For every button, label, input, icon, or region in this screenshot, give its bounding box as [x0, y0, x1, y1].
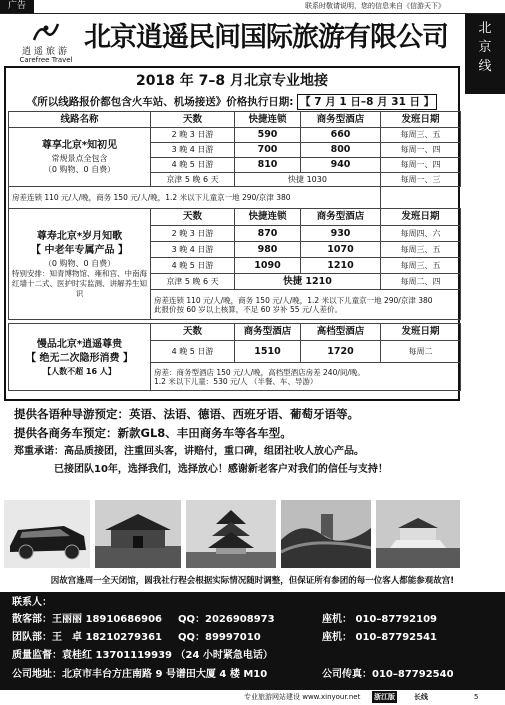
- top-note: 联系时敬请说明，您的信息来自《信游天下》: [305, 2, 445, 10]
- page-number: 5: [474, 693, 479, 701]
- price-cell: 870: [235, 226, 301, 242]
- price-cell: 810: [235, 158, 301, 173]
- days-cell: 4 晚 5 日游: [151, 158, 235, 173]
- table-header: 快捷连锁: [235, 112, 301, 128]
- footer-text: 专业旅游网站建设 www.xinyour.net: [244, 693, 361, 701]
- product-cell: [9, 209, 151, 320]
- top-bar: [0, 0, 505, 14]
- dates-cell: 每周一、四: [381, 143, 461, 158]
- product-name: 尊寿北京*岁月知歌: [36, 230, 123, 242]
- table-header: 天数: [151, 209, 235, 226]
- dates-cell: 每周四、六: [381, 226, 461, 242]
- contact-phone: 座机： 010–87792541: [322, 632, 438, 643]
- table-header: 快捷连锁: [235, 209, 301, 226]
- days-cell: 3 晚 4 日游: [151, 143, 235, 158]
- price-date-label: 《所以线路报价都包含火车站、机场接送》价格执行日期:: [26, 96, 294, 108]
- company-address: 公司地址：北京市丰台方庄南路 9 号谱田大厦 4 楼 M10: [12, 669, 268, 680]
- price-cell: 1090: [235, 258, 301, 274]
- contact-row: 团队部：王 卓 18210279361: [12, 632, 163, 643]
- days-cell: 4 晚 5 日游: [151, 258, 235, 274]
- dates-cell: 每周二: [381, 341, 461, 363]
- price-cell: 980: [235, 242, 301, 258]
- logo-text-cn: 逍遥旅游: [21, 47, 70, 57]
- temple-of-heaven-photo: [186, 500, 276, 568]
- price-cell: 快捷 1030: [235, 173, 381, 187]
- page-footer: [0, 690, 505, 705]
- dates-cell: 每周一、三: [381, 173, 461, 187]
- dates-cell: 每周三、五: [381, 242, 461, 258]
- price-date-range: 【 7 月 1 日–8 月 31 日 】: [297, 94, 437, 110]
- price-cell: 940: [301, 158, 381, 173]
- promo-line: 郑重承诺：高品质接团，注重回头客，讲赔付，重口碑，组团社收人放心产品。: [14, 446, 364, 457]
- company-fax: 公司传真：010–87792540: [322, 669, 454, 680]
- tiananmen-photo: [95, 500, 181, 568]
- price-cell: 660: [301, 128, 381, 143]
- contact-box: [0, 592, 505, 690]
- price-cell: 1510: [235, 341, 301, 363]
- table-header: 发班日期: [381, 209, 461, 226]
- table-header: 商务型酒店: [301, 209, 381, 226]
- company-name: 北京逍遥民间国际旅游有限公司: [84, 22, 448, 53]
- promo-line: 提供各语种导游预定：英语、法语、德语、西班牙语、葡萄牙语等。: [14, 407, 359, 421]
- price-cell: 930: [301, 226, 381, 242]
- logo-mark-icon: [32, 22, 60, 42]
- price-date-line: [6, 94, 458, 110]
- table-header: 线路名称: [9, 112, 151, 128]
- product-badge: 【 中老年专属产品 】: [31, 244, 128, 256]
- footer-region-badge: 浙江版: [374, 693, 395, 701]
- promo-line: 提供各商务车预定：新款GL8、丰田商务车等各车型。: [14, 426, 292, 440]
- days-cell: 2 晚 3 日游: [151, 128, 235, 143]
- logo-text-en: Carefree Travel: [19, 56, 73, 64]
- room-note: [151, 363, 461, 391]
- product-cell: [9, 128, 151, 187]
- room-note-line: 房差连锁 110 元/人/晚，商务 150 元/人/晚，1.2 米以下儿童京一地 290/京津 380: [154, 295, 433, 305]
- price-cell: 1210: [301, 258, 381, 274]
- side-tab-char: 京: [478, 40, 492, 55]
- table-header: 商务型酒店: [301, 112, 381, 128]
- quality-supervisor: 质量监督：袁桂红 13701119939 （24 小时紧急电话）: [12, 650, 273, 661]
- price-cell: 1070: [301, 242, 381, 258]
- table-header: 天数: [151, 324, 235, 341]
- price-cell: 1720: [301, 341, 381, 363]
- contact-row: 散客部：王丽丽 18910686906: [12, 614, 163, 625]
- price-table-2: [8, 208, 461, 320]
- days-cell: 4 晚 5 日游: [151, 341, 235, 363]
- footer-section: 长线: [414, 693, 428, 701]
- dates-cell: 每周三、五: [381, 258, 461, 274]
- price-table-3: [8, 323, 461, 391]
- price-cell: 快捷 1210: [235, 274, 381, 290]
- table-header: 发班日期: [381, 112, 461, 128]
- promo-line: 已接团队10年，选择我们，选择放心！感谢新老客户对我们的信任与支持！: [54, 464, 388, 475]
- closure-warning: 因故宫逢周一全天闭馆，圆我社行程会根据实际情况随时调整，但保证所有参团的每一位客人都能参观故宫!: [50, 576, 455, 586]
- price-panel: [4, 66, 460, 401]
- product-name: 尊享北京*知初见: [41, 140, 118, 151]
- room-note-line: 此报价按 60 岁以上核算，不足 60 岁补 55 元/人差价。: [154, 304, 342, 314]
- product-desc: 常规景点全包含: [51, 154, 108, 163]
- price-cell: 590: [235, 128, 301, 143]
- great-wall-photo: [281, 500, 371, 568]
- side-tab-char: 北: [478, 21, 492, 36]
- table-header: 高档型酒店: [301, 324, 381, 341]
- promo-block: [14, 405, 464, 479]
- product-note: （0 购物、0 自费）: [43, 165, 116, 174]
- side-tab-char: 线: [478, 59, 492, 74]
- room-note-line: 1.2 米以下儿童：530 元/人 （半餐、车、导游）: [154, 376, 318, 386]
- ad-tag: 广告: [0, 0, 34, 13]
- dates-cell: 每周三、五: [381, 128, 461, 143]
- room-note-line: 房差：商务型酒店 150 元/人/晚，高档型酒店房差 240/间/晚。: [154, 367, 365, 377]
- product-name: 慢品北京*逍遥尊贵: [36, 338, 123, 350]
- page-title: 2018 年 7–8 月北京专业地接: [135, 73, 329, 89]
- marble-boat-photo: [376, 500, 460, 568]
- days-cell: 3 晚 4 日游: [151, 242, 235, 258]
- price-table-1: [8, 111, 461, 209]
- table-header: 商务型酒店: [235, 324, 301, 341]
- contact-phone: 座机： 010–87792109: [322, 614, 438, 625]
- product-badge: 【 绝无二次隐形消费 】: [26, 352, 133, 364]
- room-note: [151, 290, 461, 320]
- product-cell: [9, 324, 151, 391]
- contact-qq: QQ：89997010: [178, 632, 261, 643]
- room-note: 房差连锁 110 元/人/晚，商务 150 元/人/晚，1.2 米以下儿童京一地 290/京津 380: [9, 187, 381, 209]
- company-logo: [10, 22, 82, 68]
- price-cell: 800: [301, 143, 381, 158]
- contact-title: 联系人：: [12, 597, 52, 608]
- product-note: 【人数不超 16 人】: [43, 366, 116, 376]
- business-car-photo: [4, 500, 90, 568]
- table-header: 发班日期: [381, 324, 461, 341]
- photo-strip: [4, 500, 460, 568]
- dates-cell: 每周一、四: [381, 158, 461, 173]
- product-extra: 特别安排：知青博物馆、雍和宫、中南海红墙十二式、医护时实监测、讲解养生知识: [12, 268, 147, 298]
- table-header: 天数: [151, 112, 235, 128]
- side-tab: [465, 14, 505, 94]
- days-cell: 京津 5 晚 6 天: [151, 173, 235, 187]
- dates-cell: 每周二、四: [381, 274, 461, 290]
- days-cell: 2 晚 3 日游: [151, 226, 235, 242]
- contact-qq: QQ：2026908973: [178, 614, 275, 625]
- price-cell: 700: [235, 143, 301, 158]
- product-note: （0 购物、0 自费）: [43, 258, 116, 268]
- days-cell: 京津 5 晚 6 天: [151, 274, 235, 290]
